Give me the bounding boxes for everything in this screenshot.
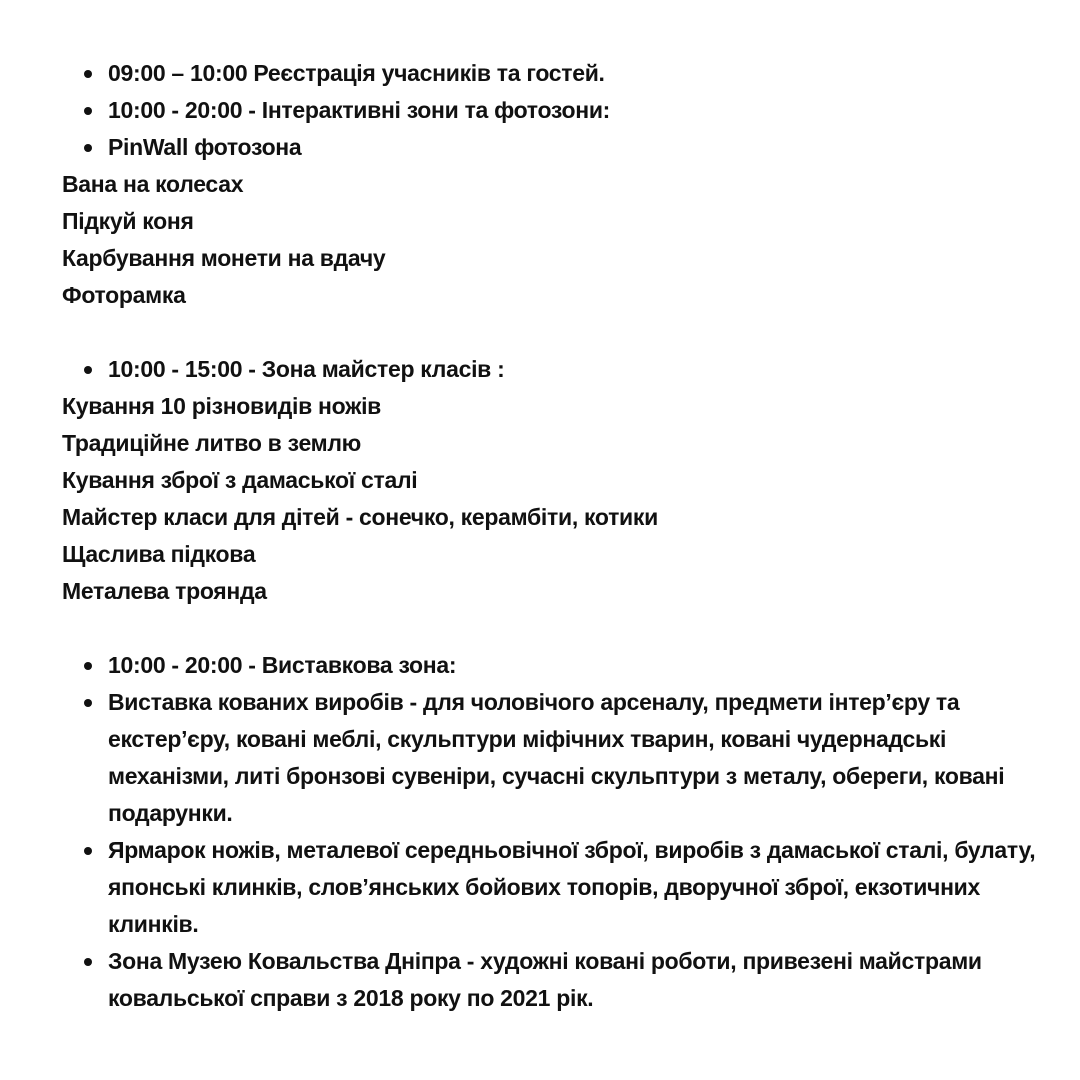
spacer [62,314,1042,351]
text-line: Карбування монети на вдачу [62,245,386,271]
list-item: Ярмарок ножів, металевої середньовічної зброї, виробів з дамаської сталі, булату, японські клинків, слов’янських бойових топорів, дворучної зброї, екзотичних клинків. [62,832,1042,943]
list-item: 10:00 - 20:00 - Виставкова зона: [62,647,1042,684]
text-line: Підкуй коня [62,208,194,234]
text-line: Металева троянда [62,578,267,604]
schedule-list-2 [62,351,1042,388]
text-line: Кування зброї з дамаської сталі [62,467,418,493]
text-line: Вана на колесах [62,171,244,197]
list-item: Зона Музею Ковальства Дніпра - художні ковані роботи, привезені майстрами ковальської справи з 2018 року по 2021 рік. [62,943,1042,1017]
list-item: Виставка кованих виробів - для чоловічого арсеналу, предмети інтер’єру та екстер’єру, ковані меблі, скульптури міфічних тварин, ковані чудернадські механізми, литі бронзові сувеніри, сучасні скульптури з металу, обереги, ковані подарунки. [62,684,1042,832]
list-item: 10:00 - 20:00 - Інтерактивні зони та фотозони: [62,92,1042,129]
list-item: 10:00 - 15:00 - Зона майстер класів : [62,351,1042,388]
text-line: Майстер класи для дітей - сонечко, керамбіти, котики [62,504,658,530]
list-item: 09:00 – 10:00 Реєстрація учасників та гостей. [62,55,1042,92]
event-schedule-document [62,55,1042,1017]
schedule-list-3 [62,647,1042,1017]
schedule-list-1 [62,55,1042,166]
spacer [62,610,1042,647]
text-line: Кування 10 різновидів ножів [62,393,382,419]
text-line: Щаслива підкова [62,541,256,567]
text-line: Традиційне литво в землю [62,430,361,456]
text-line: Фоторамка [62,282,186,308]
list-item: PinWall фотозона [62,129,1042,166]
